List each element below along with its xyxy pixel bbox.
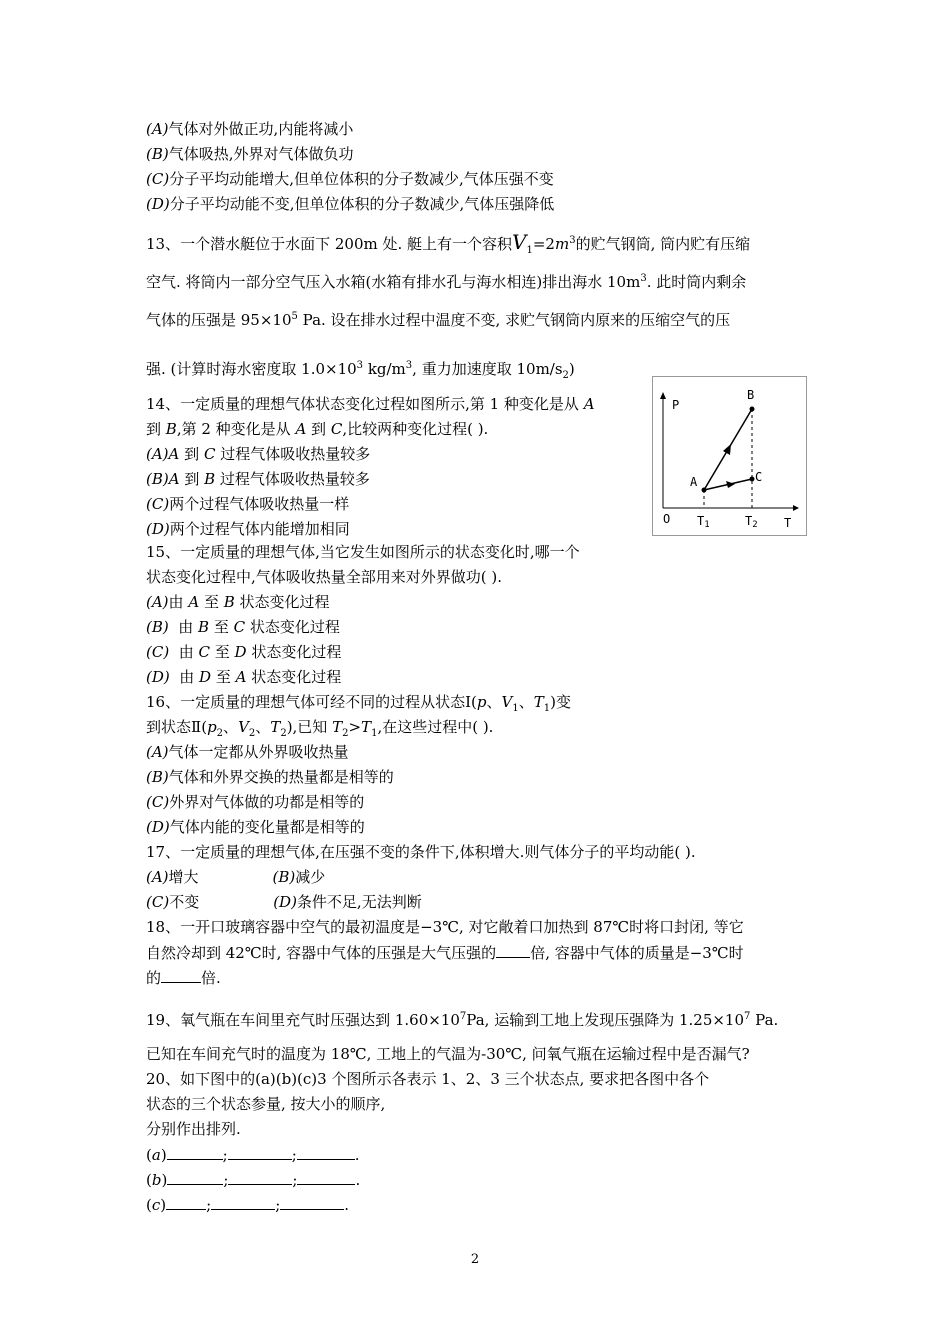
q12-option-a: (A)气体对外做正功,内能将减小 — [146, 120, 354, 138]
q19-line-1: 19、氧气瓶在车间里充气时压强达到 $1.60\times 10^7Pa$, 运输到工地上发现压强降为 $1.25\times 10^7$ Pa. — [146, 1011, 779, 1029]
q20-c-blank-3[interactable] — [280, 1195, 344, 1210]
t-axis-arrow — [793, 505, 799, 511]
q18-line-1: 18、一开口玻璃容器中空气的最初温度是−3℃, 对它敞着口加热到 87℃时将口封闭, 等它 — [146, 918, 744, 936]
arrow-a-to-b — [723, 444, 731, 455]
q16-line-2: 到状态$Ⅱ(p_2$、$V_2$、$T_2$),已知 $T_2>T_1$,在这些过程中( ). — [146, 718, 494, 739]
q14-option-c: (C)两个过程气体吸收热量一样 — [146, 495, 350, 513]
point-c — [750, 477, 755, 482]
arrow-a-to-c — [726, 481, 735, 488]
q20-line-2: 状态的三个状态参量, 按大小的顺序, — [146, 1095, 386, 1113]
q16-option-d: (D)气体内能的变化量都是相等的 — [146, 818, 365, 836]
q16-line-1: 16、一定质量的理想气体可经不同的过程从状态Ⅰ(p、$V_1$、$T_1$)变 — [146, 693, 571, 714]
tick-t2: T2 — [745, 514, 758, 530]
q15-line-2: 状态变化过程中,气体吸收热量全部用来对外界做功( ). — [146, 568, 503, 586]
q20-line-3: 分别作出排列. — [146, 1120, 241, 1138]
q14-pt-diagram — [652, 376, 807, 536]
q16-option-a: (A)气体一定都从外界吸收热量 — [146, 743, 349, 761]
q14-line-1: 14、一定质量的理想气体状态变化过程如图所示,第 1 种变化是从 A — [146, 395, 595, 413]
q13-line-2: 空气. 将筒内一部分空气压入水箱(水箱有排水孔与海水相连)排出海水 $10m^3$. 此时筒内剩余 — [146, 273, 747, 291]
q14-option-d: (D)两个过程气体内能增加相同 — [146, 520, 350, 538]
point-b — [750, 407, 755, 412]
tick-t1: T1 — [697, 514, 710, 530]
q17-line-1: 17、一定质量的理想气体,在压强不变的条件下,体积增大.则气体分子的平均动能( ). — [146, 843, 696, 861]
q18-line-2: 自然冷却到 42℃时, 容器中气体的压强是大气压强的 倍, 容器中气体的质量是−3℃时 — [146, 944, 744, 962]
q12-option-b: (B)气体吸热,外界对气体做负功 — [146, 145, 354, 163]
q14-option-b: (B)A 到 B 过程气体吸收热量较多 — [146, 470, 370, 488]
q18-blank-1[interactable] — [496, 943, 530, 958]
q20-c-blank-2[interactable] — [211, 1195, 275, 1210]
q19-line-2: 已知在车间充气时的温度为 18℃, 工地上的气温为-30℃, 问氧气瓶在运输过程中是否漏气? — [146, 1045, 750, 1063]
label-b: B — [747, 388, 755, 402]
q20-row-b: (b) ; ; . — [146, 1171, 361, 1189]
q20-b-blank-1[interactable] — [167, 1170, 223, 1185]
origin-label: O — [663, 512, 671, 526]
label-a: A — [690, 475, 698, 489]
q13-line-3: 气体的压强是 $95\times 10^5$ Pa. 设在排水过程中温度不变, 求贮气钢筒内原来的压缩空气的压 — [146, 311, 731, 329]
q20-b-blank-2[interactable] — [228, 1170, 292, 1185]
q17-options-cd: (C)不变 (D)条件不足,无法判断 — [146, 893, 422, 911]
q12-option-d: (D)分子平均动能不变,但单位体积的分子数减少,气体压强降低 — [146, 195, 555, 213]
q20-row-c: (c) ; ; . — [146, 1196, 350, 1214]
q20-row-a: (a) ; ; . — [146, 1146, 360, 1164]
q15-line-1: 15、一定质量的理想气体,当它发生如图所示的状态变化时,哪一个 — [146, 543, 580, 561]
p-axis-arrow — [660, 392, 666, 399]
q14-option-a: (A)A 到 C 过程气体吸收热量较多 — [146, 445, 371, 463]
q20-c-blank-1[interactable] — [166, 1195, 206, 1210]
q15-option-d: (D) 由 D 至 A 状态变化过程 — [146, 668, 342, 686]
q17-options-ab: (A)增大 (B)减少 — [146, 868, 326, 886]
q18-blank-2[interactable] — [161, 968, 201, 983]
p-axis-label: P — [672, 398, 680, 412]
q20-line-1: 20、如下图中的(a)(b)(c)3 个图所示各表示 1、2、3 三个状态点, 要求把各图中各个 — [146, 1070, 710, 1088]
q16-option-c: (C)外界对气体做的功都是相等的 — [146, 793, 365, 811]
q20-a-blank-1[interactable] — [167, 1145, 223, 1160]
page-number: 2 — [470, 1252, 480, 1267]
q16-option-b: (B)气体和外界交换的热量都是相等的 — [146, 768, 394, 786]
q20-a-blank-3[interactable] — [297, 1145, 355, 1160]
point-a — [702, 488, 707, 493]
q15-option-b: (B) 由 B 至 C 状态变化过程 — [146, 618, 340, 636]
q13-line-1: 13、一个潜水艇位于水面下 200m 处. 艇上有一个容积$V_1=2m^3$的贮气钢筒, 筒内贮有压缩 — [146, 230, 751, 256]
q12-option-c: (C)分子平均动能增大,但单位体积的分子数减少,气体压强不变 — [146, 170, 554, 188]
label-c: C — [755, 470, 763, 484]
q18-line-3: 的 倍. — [146, 969, 221, 987]
q14-line-2: 到 B,第 2 种变化是从 A 到 C,比较两种变化过程( ). — [146, 420, 489, 438]
q15-option-a: (A)由 A 至 B 状态变化过程 — [146, 593, 330, 611]
q13-line-4: 强. (计算时海水密度取 $1.0\times 10^3$ $kg/m^3$, 重力加速度取 $10m/s_2$) — [146, 360, 575, 381]
q20-b-blank-3[interactable] — [297, 1170, 355, 1185]
t-axis-label: T — [784, 516, 792, 530]
q15-option-c: (C) 由 C 至 D 状态变化过程 — [146, 643, 342, 661]
q20-a-blank-2[interactable] — [228, 1145, 292, 1160]
